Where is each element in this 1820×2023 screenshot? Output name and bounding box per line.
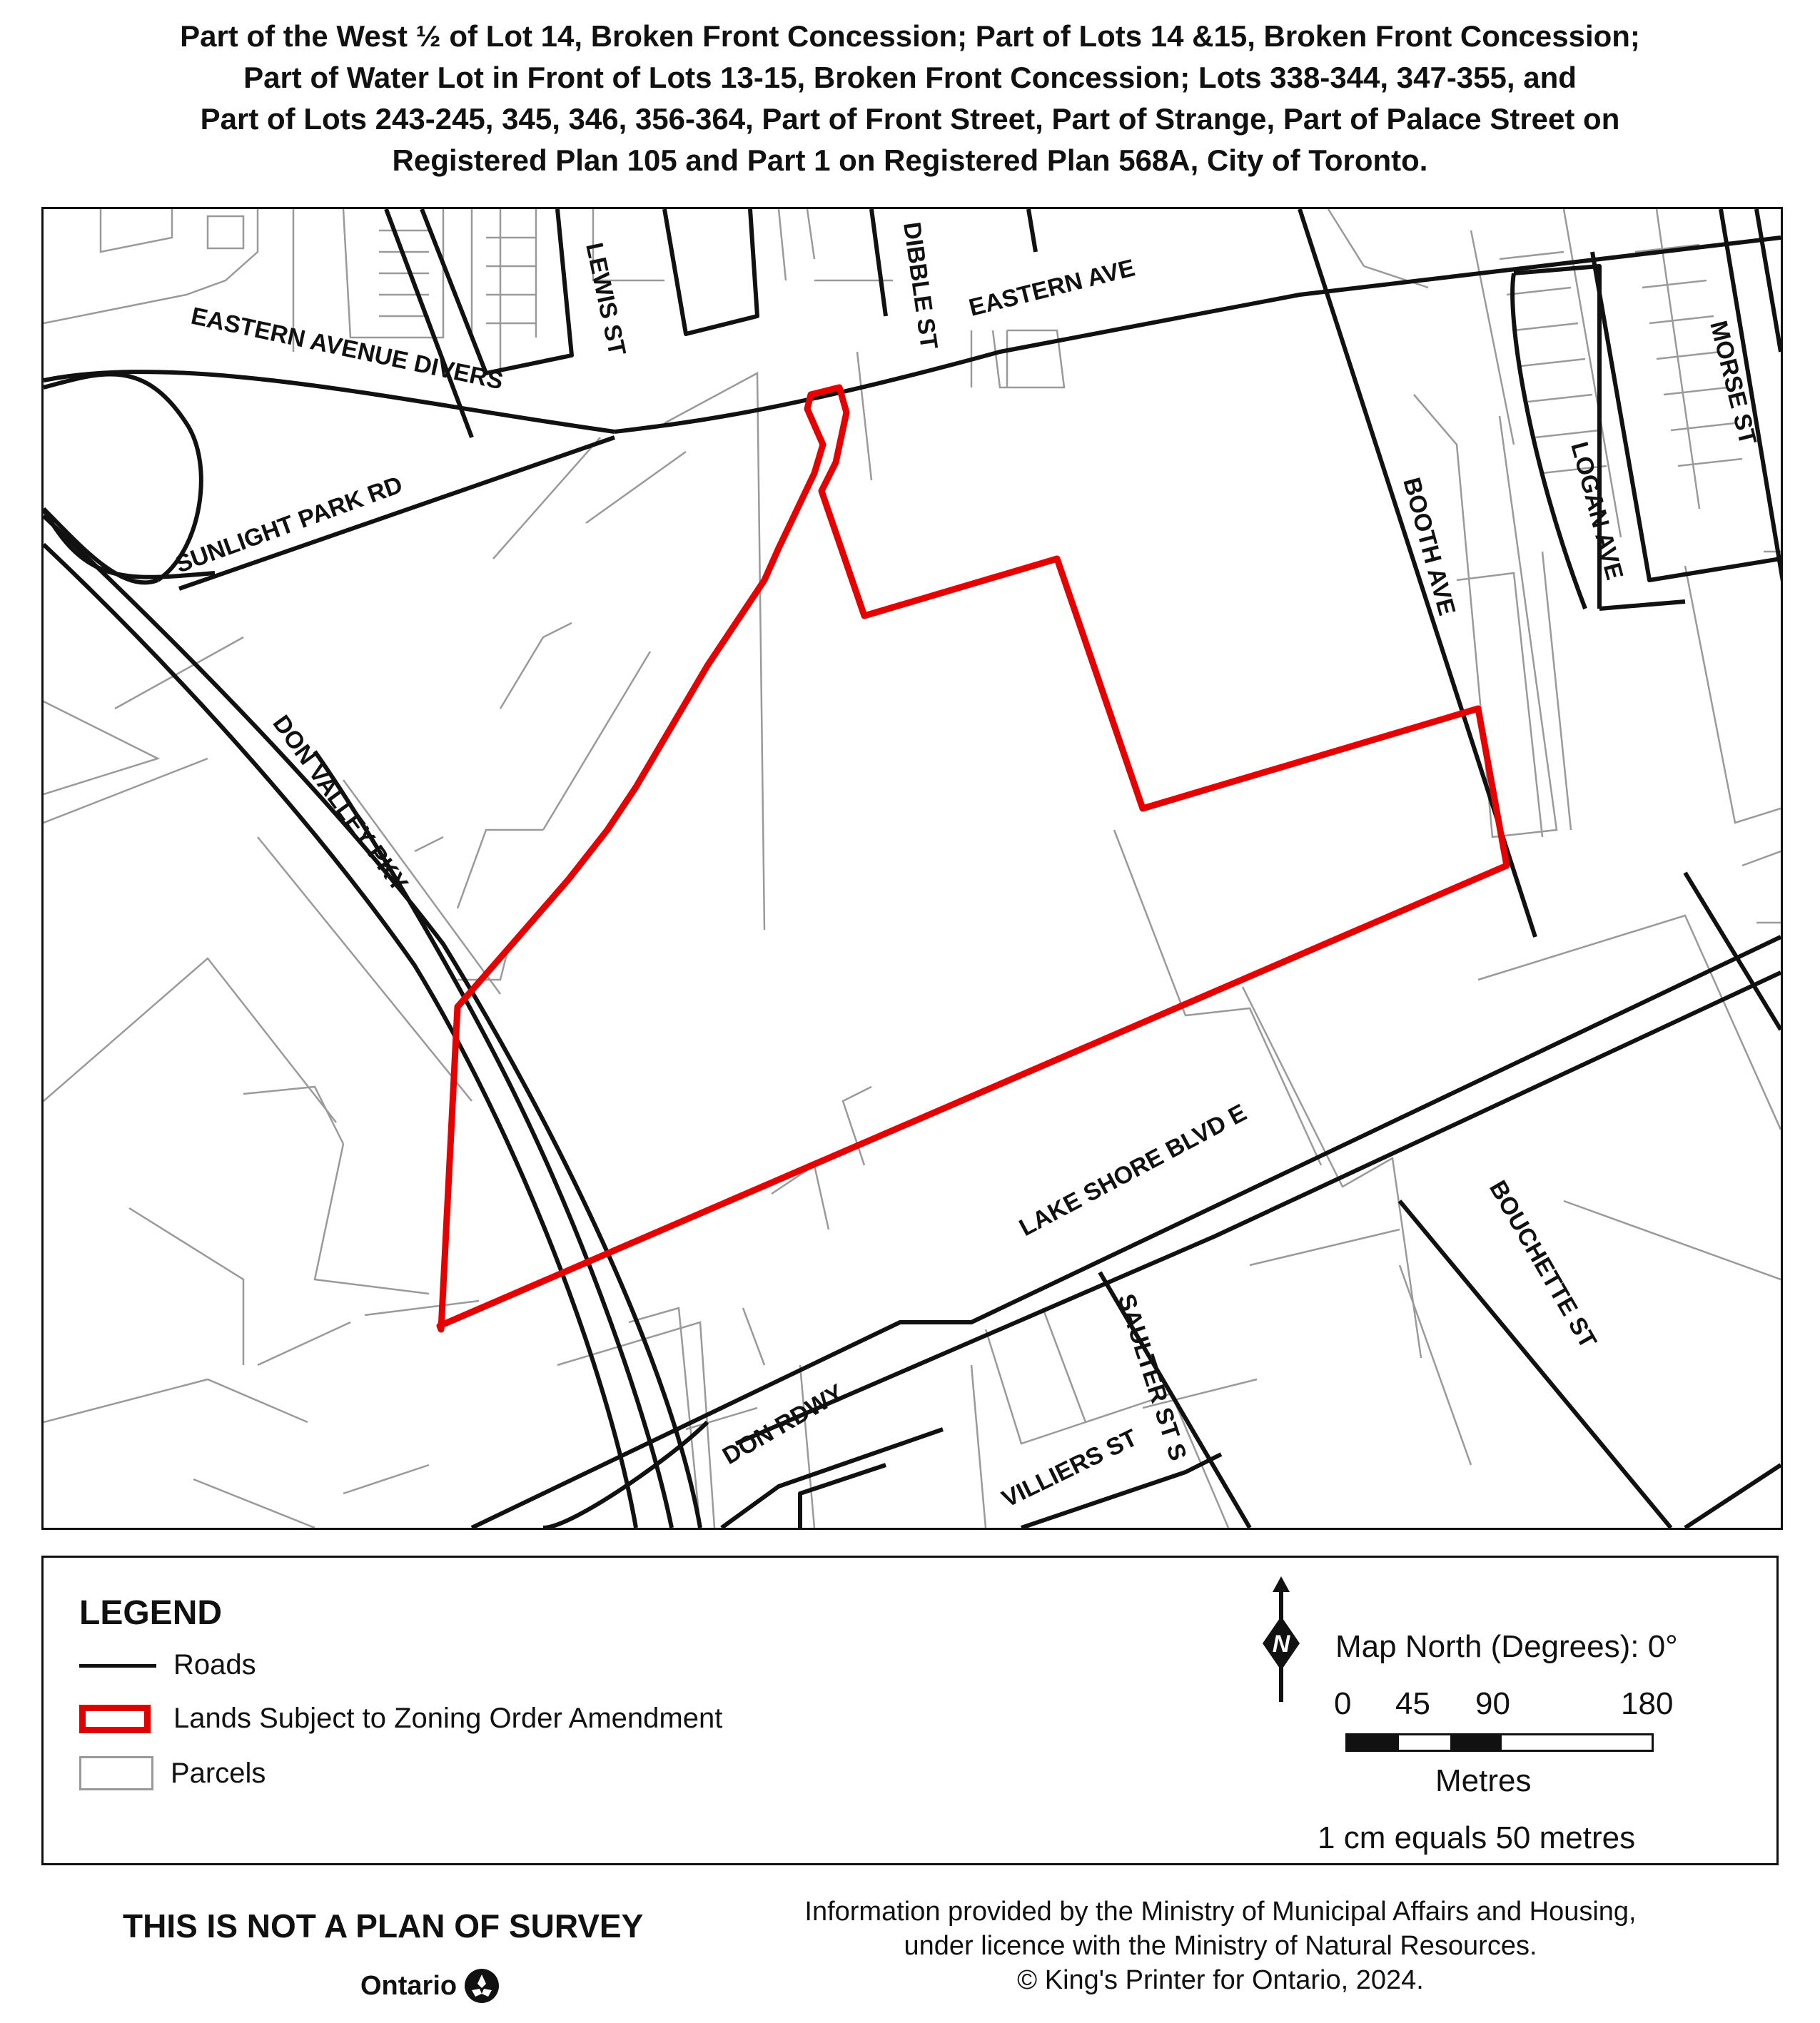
north-arrow-icon: [1258, 1576, 1304, 1705]
street-label: LAKE SHORE BLVD E: [1014, 1099, 1251, 1242]
ontario-logo-text: Ontario: [360, 1970, 457, 2001]
red-outline-icon: [79, 1705, 151, 1733]
legend-panel: [41, 1556, 1779, 1865]
scale-tick-label: 180: [1621, 1686, 1674, 1721]
scale-tick-label: 90: [1475, 1686, 1510, 1721]
trillium-icon: [464, 1968, 500, 2004]
scale-segment: [1348, 1735, 1399, 1750]
title-line: Part of Water Lot in Front of Lots 13-15, Broken Front Concession; Lots 338-344, 347-355, and: [243, 61, 1577, 94]
scale-tick-label: 0: [1334, 1686, 1352, 1721]
credit-line: © King's Printer for Ontario, 2024.: [1017, 1965, 1424, 1995]
scale-segment: [1450, 1735, 1502, 1750]
street-label: LOGAN AVE: [1565, 439, 1629, 583]
title-line: Registered Plan 105 and Part 1 on Registered Plan 568A, City of Toronto.: [392, 143, 1428, 177]
credit-line: under licence with the Ministry of Natural Resources.: [904, 1931, 1537, 1961]
credit-block: [757, 1895, 1684, 1997]
scale-unit: Metres: [1435, 1763, 1532, 1798]
street-label: DON RDWY: [718, 1379, 849, 1470]
scale-segment: [1399, 1735, 1450, 1750]
road-lines: [44, 209, 1781, 1528]
scale-bar: [1345, 1733, 1654, 1752]
title-line: Part of the West ½ of Lot 14, Broken Front Concession; Part of Lots 14 &15, Broken Front Concession;: [180, 19, 1640, 53]
street-label: SAULTER ST S: [1112, 1290, 1192, 1464]
grey-box-icon: [79, 1756, 153, 1790]
street-label: LEWIS ST: [580, 240, 631, 358]
parcel-lines: [44, 209, 1781, 1528]
map-title: [29, 16, 1791, 181]
street-label: VILLIERS ST: [997, 1424, 1142, 1514]
street-label: DON VALLEY PKY: [267, 710, 413, 897]
legend-label: Parcels: [171, 1757, 266, 1789]
legend-title: LEGEND: [79, 1594, 223, 1632]
legend-item-zoning: [79, 1703, 722, 1735]
north-label: Map North (Degrees): 0°: [1335, 1629, 1678, 1664]
legend-item-roads: [79, 1649, 256, 1681]
street-label: BOOTH AVE: [1397, 475, 1461, 619]
street-label: DIBBLE ST: [898, 220, 943, 351]
scale-tick-label: 45: [1395, 1686, 1430, 1721]
map-frame[interactable]: [41, 207, 1783, 1530]
road-line-icon: [79, 1650, 156, 1681]
legend-label: Lands Subject to Zoning Order Amendment: [173, 1703, 723, 1734]
survey-disclaimer: THIS IS NOT A PLAN OF SURVEY: [123, 1907, 644, 1945]
street-label: BOUCHETTE ST: [1484, 1176, 1602, 1354]
credit-line: Information provided by the Ministry of Municipal Affairs and Housing,: [804, 1897, 1637, 1927]
title-line: Part of Lots 243-245, 345, 346, 356-364, Part of Front Street, Part of Strange, Part of Palace Street on: [200, 102, 1620, 136]
ontario-logo: [360, 1968, 500, 2004]
street-label: SUNLIGHT PARK RD: [171, 471, 407, 579]
scale-segment: [1502, 1735, 1652, 1750]
north-letter: N: [1272, 1631, 1290, 1658]
map-canvas[interactable]: [44, 209, 1781, 1528]
legend-item-parcels: [79, 1756, 266, 1790]
street-label: EASTERN AVE: [966, 254, 1138, 322]
scale-ratio: 1 cm equals 50 metres: [1318, 1820, 1636, 1855]
zoning-area-outline[interactable]: [440, 387, 1507, 1329]
street-label: MORSE ST: [1704, 318, 1762, 448]
street-label: EASTERN AVENUE DIVERS: [188, 302, 506, 395]
legend-label: Roads: [173, 1649, 256, 1680]
